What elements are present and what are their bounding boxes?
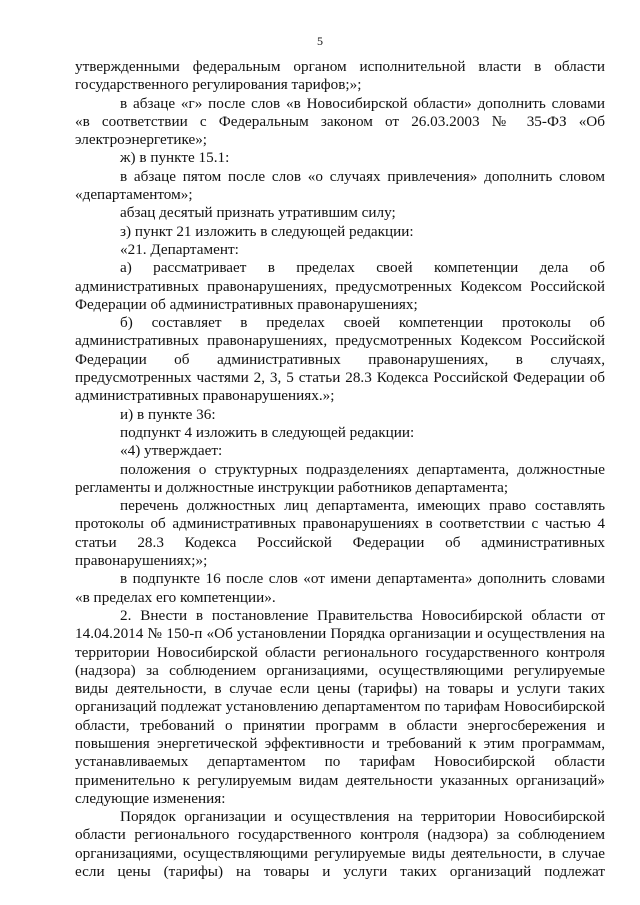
paragraph: абзац десятый признать утратившим силу;: [120, 204, 396, 222]
paragraph: в абзаце «г» после слов «в Новосибирской области» дополнить словами «в соответствии с Федеральным законом от 26.03.2003 № 35-ФЗ «Об электроэнергетике»;: [75, 94, 605, 149]
page-number: 5: [317, 34, 323, 48]
paragraph: перечень должностных лиц департамента, имеющих право составлять протоколы об административных правонарушениях в соответствии с частью 4 статьи 28.3 Кодекса Российской Федерации об административных правонарушениях;»;: [75, 497, 605, 570]
paragraph: подпункт 4 изложить в следующей редакции:: [120, 423, 415, 441]
paragraph: «21. Департамент:: [120, 240, 239, 258]
paragraph: в абзаце пятом после слов «о случаях привлечения» дополнить словом «департаментом»;: [75, 167, 605, 204]
paragraph: з) пункт 21 изложить в следующей редакции:: [120, 222, 414, 240]
paragraph: «4) утверждает:: [120, 442, 223, 460]
paragraph: Порядок организации и осуществления на территории Новосибирской области регионального государственного контроля (надзора) за соблюдением организациями, осуществляющими регулируемые виды деятельности, в случае если цены (тарифы) на товары и услуги таких организаций подлежат: [75, 808, 605, 881]
paragraph: ж) в пункте 15.1:: [120, 149, 230, 167]
paragraph: 2. Внести в постановление Правительства Новосибирской области от 14.04.2014 № 150-п «Об установлении Порядка организации и осуществления на территории Новосибирской области регионального государственного контроля (надзора) за соблюдением организациями, осуществляющими регулируемые виды деятельности, в случае если цены (тарифы) на товары и услуги таких организаций подлежат установлению департаментом по тарифам Новосибирской области, требований о принятии программ в области энергосбережения и повышения энергетической эффективности и требований к этим программам, устанавливаемых департаментом по тарифам Новосибирской области применительно к регулируемым видам деятельности указанных организаций» следующие изменения:: [75, 606, 605, 807]
paragraph: в подпункте 16 после слов «от имени департамента» дополнить словами «в пределах его компетенции».: [75, 570, 605, 606]
document-body: [75, 58, 605, 881]
paragraph: б) составляет в пределах своей компетенции протоколы об административных правонарушениях, предусмотренных Кодексом Российской Федерации об административных правонарушениях, в случаях, предусмотренных частями 2, 3, 5 статьи 28.3 Кодекса Российской Федерации об административных правонарушениях.»;: [75, 314, 605, 405]
paragraph: утвержденными федеральным органом исполнительной власти в области государственного регулирования тарифов;»;: [75, 58, 605, 94]
paragraph: положения о структурных подразделениях департамента, должностные регламенты и должностные инструкции работников департамента;: [75, 460, 605, 496]
paragraph: и) в пункте 36:: [120, 405, 216, 423]
paragraph: а) рассматривает в пределах своей компетенции дела об административных правонарушениях, предусмотренных Кодексом Российской Федерации об административных правонарушениях;: [75, 259, 605, 313]
